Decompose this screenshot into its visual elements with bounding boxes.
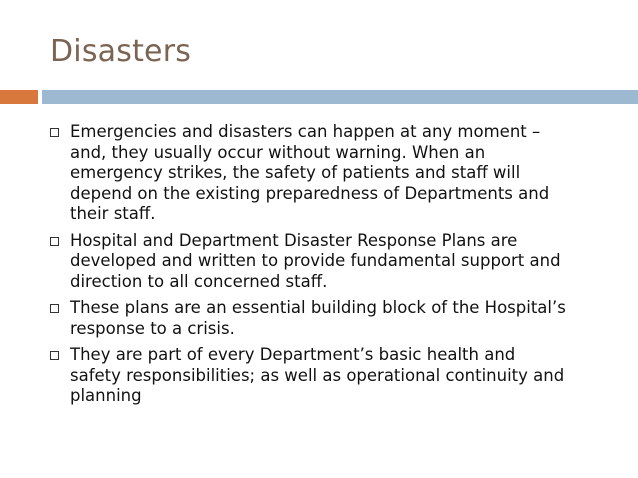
bullet-text: These plans are an essential building block of the Hospital’s response to a crisis. — [70, 298, 566, 338]
bullet-text: Emergencies and disasters can happen at any moment – and, they usually occur without warning. When an emergency strikes, the safety of patients and staff will depend on the existing preparedness of Departments and their staff. — [70, 122, 550, 223]
slide-title: Disasters — [50, 34, 192, 69]
bullet-list — [50, 122, 610, 413]
bullet-item — [50, 345, 610, 407]
title-underline-accent-orange — [0, 90, 38, 104]
title-underline-accent-blue — [42, 90, 638, 104]
bullet-item — [50, 231, 610, 293]
bullet-text: They are part of every Department’s basic health and safety responsibilities; as well as operational continuity and planning — [70, 345, 565, 405]
bullet-item — [50, 298, 610, 339]
square-bullet-icon — [50, 237, 59, 246]
square-bullet-icon — [50, 304, 59, 313]
bullet-text: Hospital and Department Disaster Response Plans are developed and written to provide fundamental support and direction to all concerned staff. — [70, 230, 561, 291]
square-bullet-icon — [50, 351, 59, 360]
bullet-item — [50, 122, 610, 225]
square-bullet-icon — [50, 128, 59, 137]
